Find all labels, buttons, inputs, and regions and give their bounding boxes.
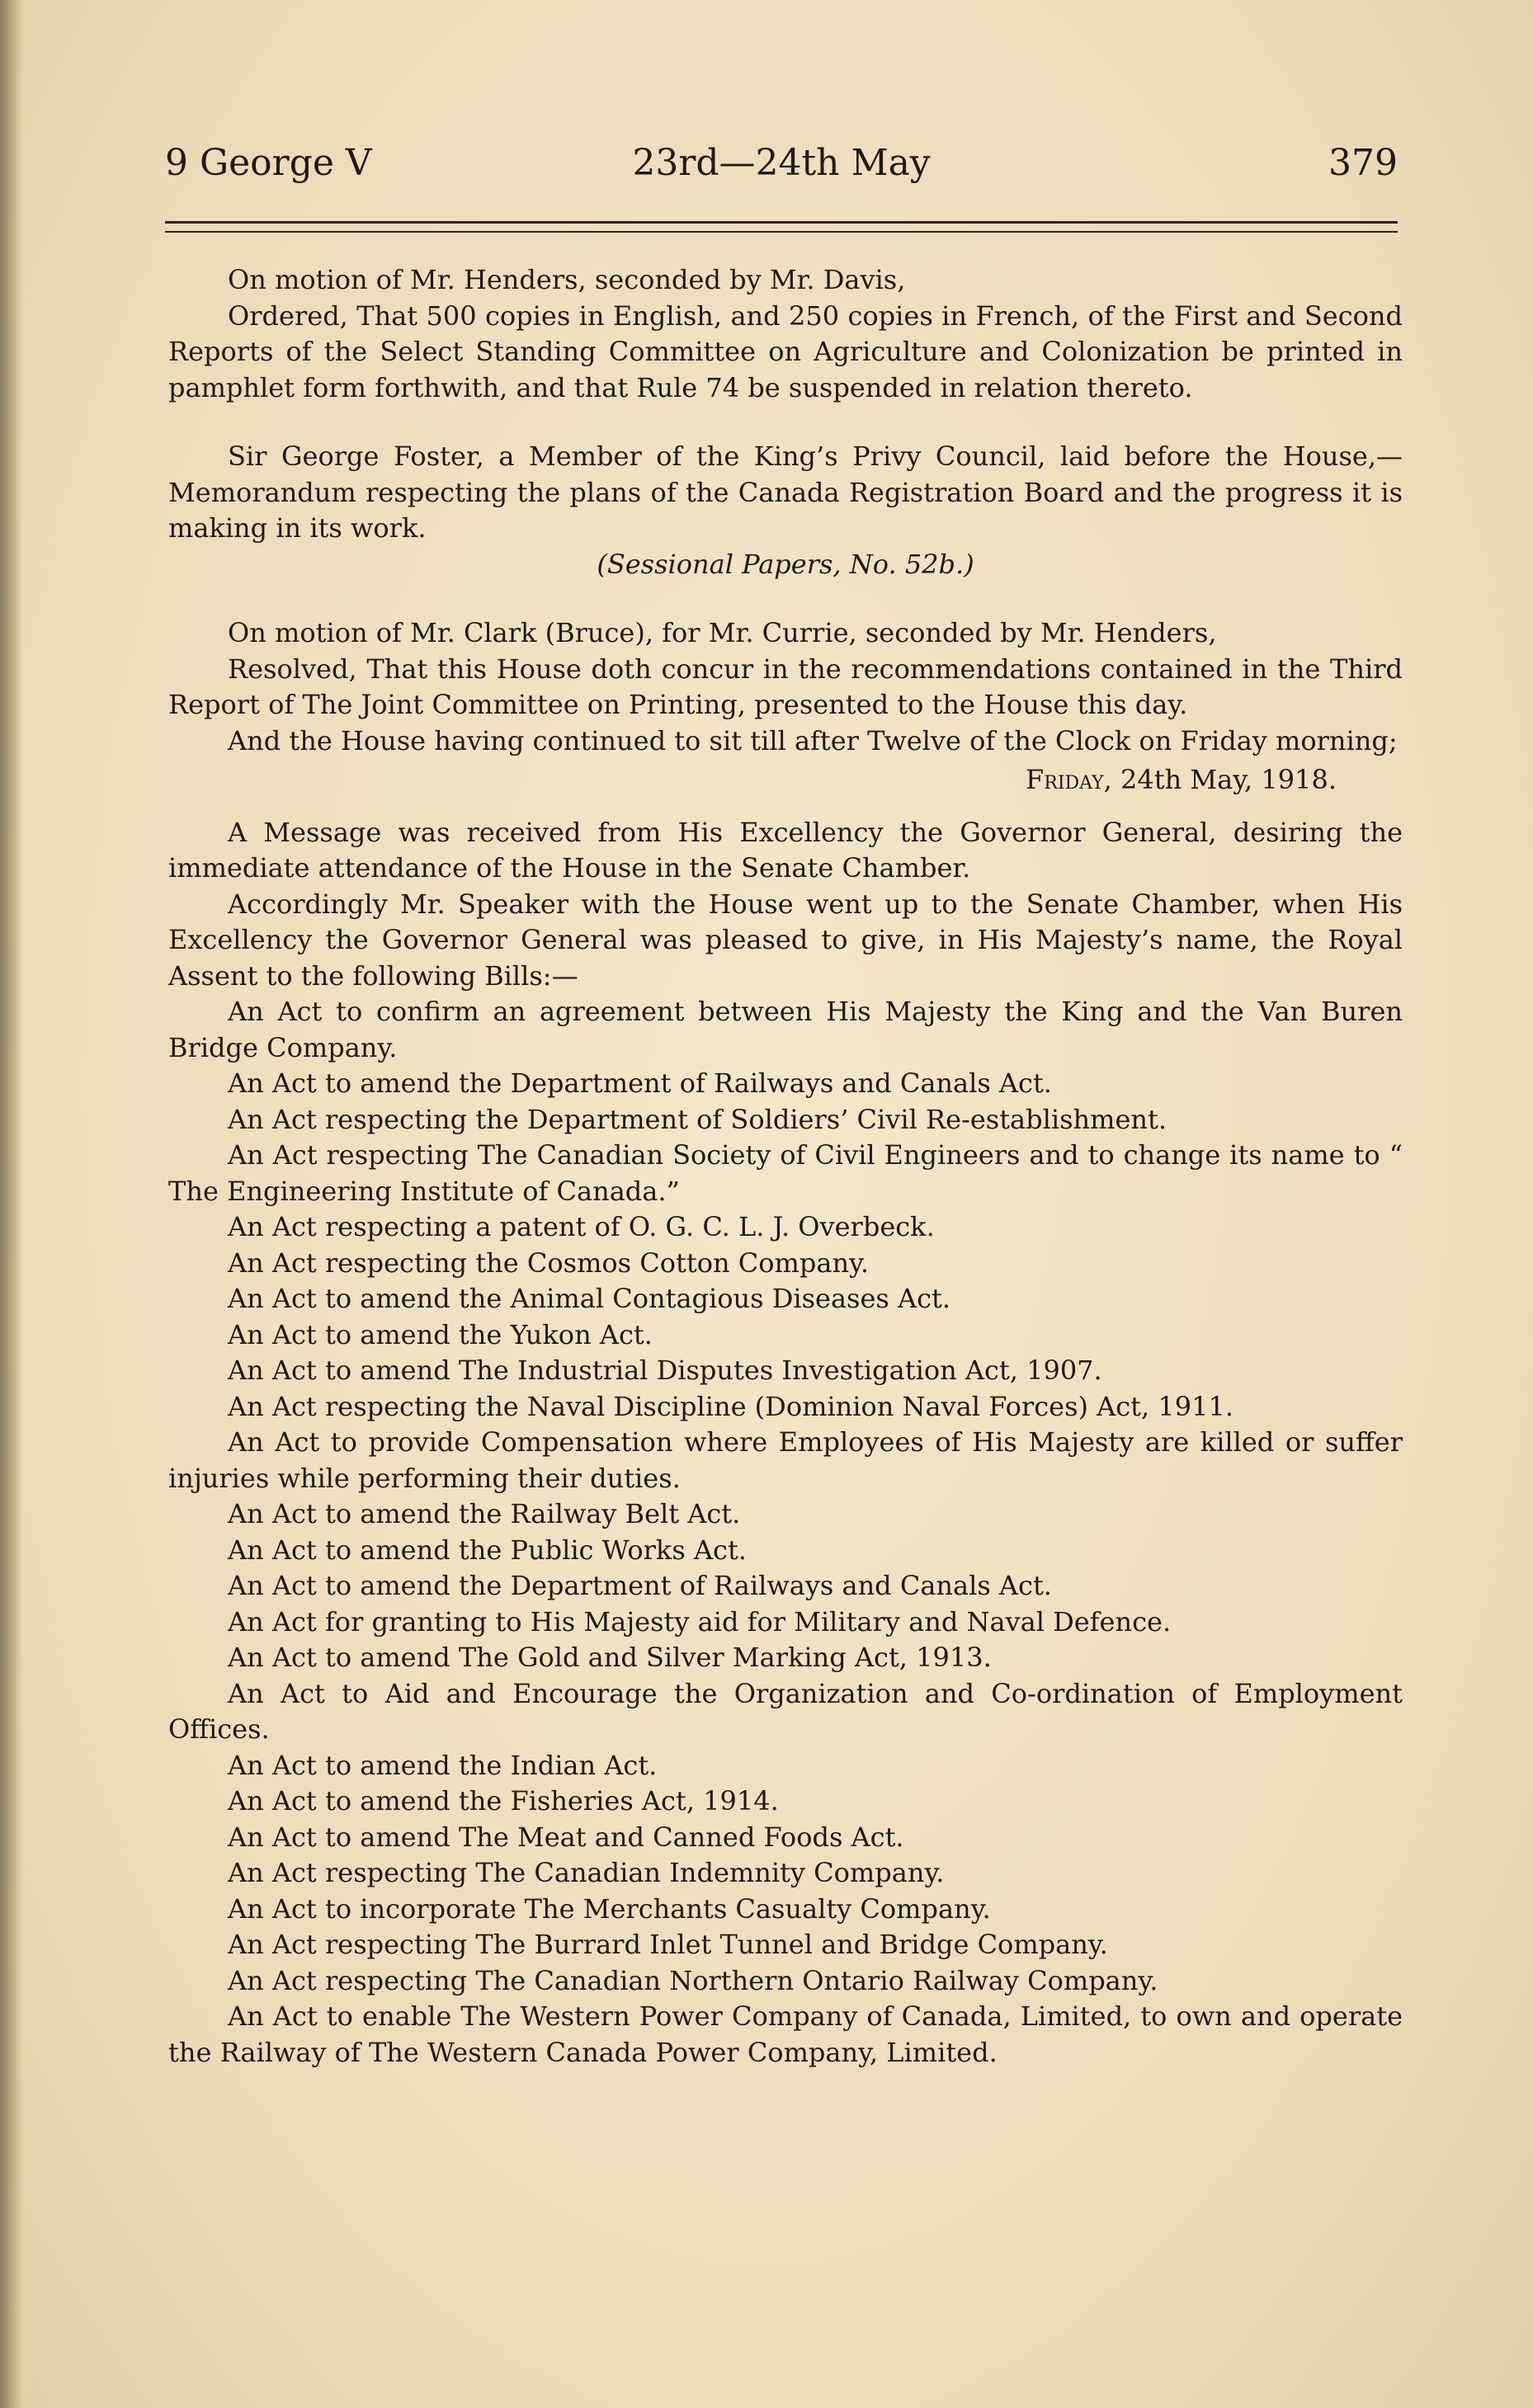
bill-item: An Act to confirm an agreement between His Majesty the King and the Van Buren Bridge Company.: [168, 996, 1403, 1063]
bill-item: An Act for granting to His Majesty aid for Military and Naval Defence.: [228, 1605, 1172, 1638]
bill-item: An Act respecting the Cosmos Cotton Company.: [228, 1246, 870, 1279]
royal-assent-paragraph: Accordingly Mr. Speaker with the House went up to the Senate Chamber, when His Excellency the Governor General was pleased to give, in His Majesty’s name, the Royal Assent to the following Bills:—: [168, 888, 1403, 992]
journal-body: [168, 262, 1403, 2071]
bill-item: An Act to amend the Animal Contagious Diseases Act.: [228, 1283, 951, 1314]
bill-item: An Act to amend the Yukon Act.: [228, 1318, 653, 1350]
resolution-paragraph: Resolved, That this House doth concur in the recommendations contained in the Third Report of The Joint Committee on Printing, presented to the House this day.: [168, 653, 1403, 720]
running-header: [165, 139, 1398, 188]
bill-item: An Act respecting the Naval Discipline (Dominion Naval Forces) Act, 1911.: [228, 1390, 1233, 1422]
bill-item: An Act to amend the Department of Railways and Canals Act.: [228, 1570, 1052, 1601]
bill-item: An Act to incorporate The Merchants Casualty Company.: [228, 1892, 991, 1925]
motion-paragraph: On motion of Mr. Henders, seconded by Mr. Davis,: [228, 264, 906, 295]
header-rule-thin: [165, 231, 1398, 233]
bill-item: An Act to amend The Meat and Canned Foods Act.: [228, 1821, 904, 1853]
page-number: 379: [1328, 142, 1398, 184]
sitting-date-rest: , 24th May, 1918.: [1103, 764, 1337, 795]
binding-edge: [0, 0, 23, 2408]
bill-item: An Act to amend the Indian Act.: [228, 1749, 658, 1781]
bill-item: An Act to amend the Public Works Act.: [228, 1534, 747, 1566]
sitting-date: [168, 762, 1403, 799]
order-paragraph: Ordered, That 500 copies in English, and 250 copies in French, of the First and Second Reports of the Select Standing Committee on Agriculture and Colonization be printed in pamphlet form forthwith, and that Rule 74 be suspended in relation thereto.: [168, 299, 1403, 403]
bill-item: An Act to amend The Industrial Disputes Investigation Act, 1907.: [228, 1355, 1102, 1386]
bill-item: An Act respecting The Canadian Society of Civil Engineers and to change its name to “ The Engineering Institute of Canada.”: [168, 1139, 1403, 1207]
bill-item: An Act to amend the Fisheries Act, 1914.: [228, 1785, 779, 1817]
header-dates: 23rd—24th May: [632, 142, 931, 184]
sessional-paper-reference: (Sessional Papers, No. 52b.): [597, 548, 974, 580]
header-rule-thick: [165, 221, 1398, 224]
bill-item: An Act to amend The Gold and Silver Marking Act, 1913.: [228, 1642, 992, 1673]
bill-item: An Act to amend the Department of Railways and Canals Act.: [228, 1067, 1052, 1099]
tabled-paper-paragraph: Sir George Foster, a Member of the King’s Privy Council, laid before the House,—Memorandum respecting the plans of the Canada Registration Board and the progress it is making in its work.: [168, 441, 1403, 544]
sitting-date-day: Friday: [1026, 764, 1104, 795]
header-regnal-year: 9 George V: [165, 142, 372, 184]
message-paragraph: A Message was received from His Excellency the Governor General, desiring the immediate attendance of the House in the Senate Chamber.: [168, 816, 1403, 884]
bill-item: An Act to Aid and Encourage the Organization and Co-ordination of Employment Offices.: [168, 1677, 1403, 1745]
bill-item: An Act to provide Compensation where Employees of His Majesty are killed or suffer injuries while performing their duties.: [168, 1426, 1403, 1494]
bill-item: An Act respecting The Canadian Northern Ontario Railway Company.: [228, 1964, 1158, 1996]
bill-item: An Act respecting the Department of Soldiers’ Civil Re-establishment.: [228, 1103, 1167, 1135]
sitting-continued-paragraph: And the House having continued to sit till after Twelve of the Clock on Friday morning;: [228, 724, 1398, 756]
bill-item: An Act to amend the Railway Belt Act.: [228, 1498, 741, 1529]
bill-item: An Act respecting The Burrard Inlet Tunnel and Bridge Company.: [228, 1929, 1108, 1960]
bill-item: An Act respecting The Canadian Indemnity Company.: [228, 1857, 945, 1888]
bill-list: [168, 994, 1403, 2071]
bill-item: An Act to enable The Western Power Company of Canada, Limited, to own and operate the Railway of The Western Canada Power Company, Limited.: [168, 2000, 1403, 2068]
motion-paragraph-2: On motion of Mr. Clark (Bruce), for Mr. Currie, seconded by Mr. Henders,: [228, 617, 1217, 648]
bill-item: An Act respecting a patent of O. G. C. L. J. Overbeck.: [228, 1211, 935, 1242]
